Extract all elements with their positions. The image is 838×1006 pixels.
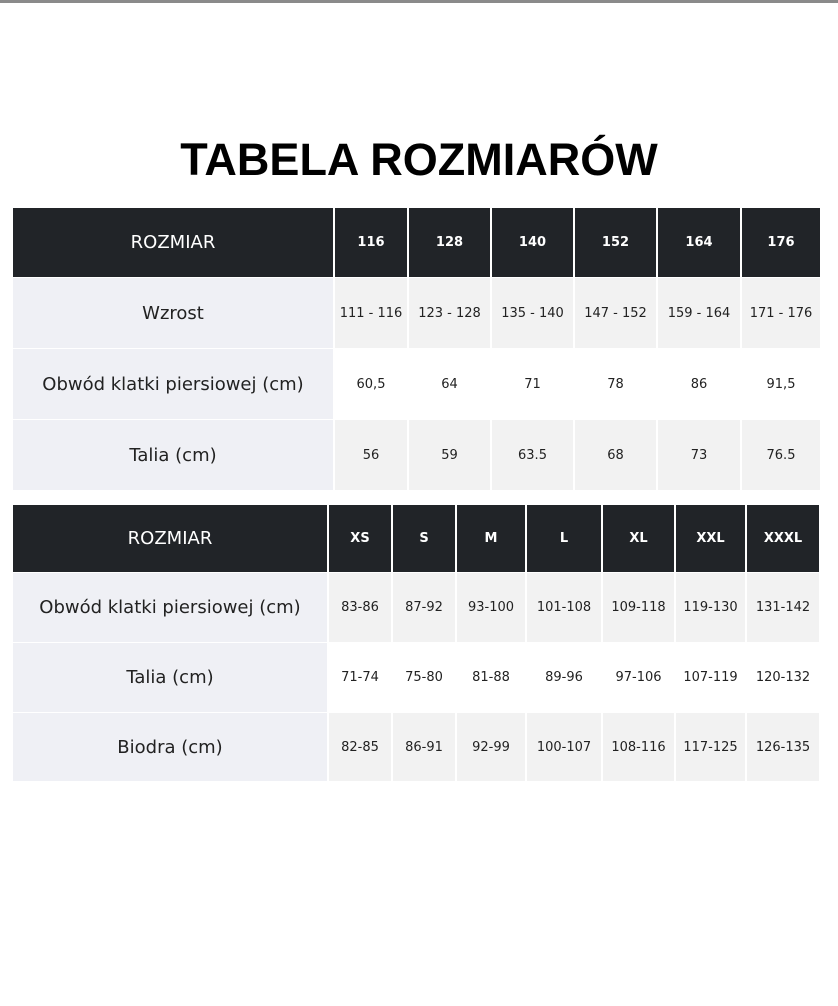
header-size: 128 [409,208,490,277]
header-size: L [527,505,601,572]
header-label: ROZMIAR [13,505,327,572]
row-label: Obwód klatki piersiowej (cm) [13,349,333,419]
table-cell: 91,5 [742,349,820,419]
header-size: 116 [335,208,407,277]
kids-size-table [13,208,820,490]
header-size: M [457,505,525,572]
header-size: S [393,505,455,572]
row-label: Biodra (cm) [13,713,327,781]
header-size: 152 [575,208,656,277]
table-cell: 101-108 [527,573,601,642]
table-cell: 147 - 152 [575,278,656,348]
table-cell: 123 - 128 [409,278,490,348]
row-label: Wzrost [13,278,333,348]
header-size: XL [603,505,674,572]
header-size: XXXL [747,505,819,572]
table-cell: 86-91 [393,713,455,781]
table-cell: 117-125 [676,713,745,781]
table-cell: 126-135 [747,713,819,781]
adult-size-table [13,505,819,781]
table-cell: 81-88 [457,643,525,712]
table-cell: 135 - 140 [492,278,573,348]
table-cell: 73 [658,420,740,490]
table-cell: 131-142 [747,573,819,642]
table-cell: 71-74 [329,643,391,712]
table-cell: 83-86 [329,573,391,642]
table-cell: 109-118 [603,573,674,642]
table-cell: 86 [658,349,740,419]
table-cell: 78 [575,349,656,419]
table-cell: 82-85 [329,713,391,781]
table-cell: 71 [492,349,573,419]
table-cell: 119-130 [676,573,745,642]
table-cell: 56 [335,420,407,490]
table-cell: 68 [575,420,656,490]
table-cell: 75-80 [393,643,455,712]
table-cell: 87-92 [393,573,455,642]
table-cell: 97-106 [603,643,674,712]
header-size: 164 [658,208,740,277]
header-size: XXL [676,505,745,572]
table-cell: 92-99 [457,713,525,781]
table-cell: 100-107 [527,713,601,781]
row-label: Obwód klatki piersiowej (cm) [13,573,327,642]
table-cell: 108-116 [603,713,674,781]
table-cell: 60,5 [335,349,407,419]
table-cell: 64 [409,349,490,419]
row-label: Talia (cm) [13,420,333,490]
header-size: XS [329,505,391,572]
table-cell: 63.5 [492,420,573,490]
header-size: 176 [742,208,820,277]
header-size: 140 [492,208,573,277]
table-cell: 89-96 [527,643,601,712]
top-border [0,0,838,3]
table-cell: 120-132 [747,643,819,712]
table-cell: 159 - 164 [658,278,740,348]
header-label: ROZMIAR [13,208,333,277]
table-cell: 107-119 [676,643,745,712]
table-cell: 111 - 116 [335,278,407,348]
table-cell: 171 - 176 [742,278,820,348]
table-cell: 76.5 [742,420,820,490]
page-title: TABELA ROZMIARÓW [180,134,658,185]
table-cell: 93-100 [457,573,525,642]
table-cell: 59 [409,420,490,490]
row-label: Talia (cm) [13,643,327,712]
